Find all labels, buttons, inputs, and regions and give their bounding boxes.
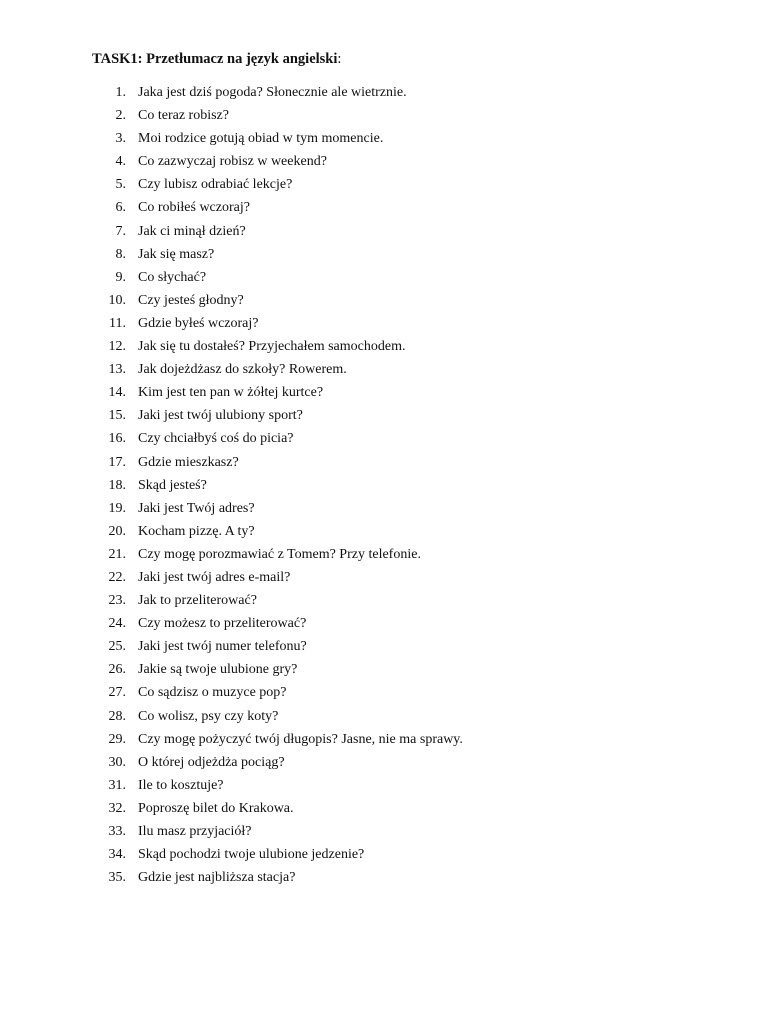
list-item-number: 6. xyxy=(115,200,126,216)
list-item-text: Jaki jest twój ulubiony sport? xyxy=(138,408,303,424)
list-item-number: 7. xyxy=(115,223,126,239)
list-item-text: Czy chciałbyś coś do picia? xyxy=(138,431,294,447)
list-item-number: 14. xyxy=(108,385,126,401)
list-item-text: Jaki jest twój numer telefonu? xyxy=(138,639,307,655)
list-item-number: 19. xyxy=(108,500,126,516)
list-item-text: Jakie są twoje ulubione gry? xyxy=(138,662,298,678)
list-item-number: 10. xyxy=(108,292,126,308)
list-item-text: Co zazwyczaj robisz w weekend? xyxy=(138,154,327,170)
list-item-text: Gdzie byłeś wczoraj? xyxy=(138,315,259,331)
list-item-text: Co wolisz, psy czy koty? xyxy=(138,708,279,724)
list-item-text: Czy możesz to przeliterować? xyxy=(138,616,307,632)
list-item-text: Czy lubisz odrabiać lekcje? xyxy=(138,177,293,193)
list-item-text: Jak się masz? xyxy=(138,246,215,262)
list-item-number: 31. xyxy=(108,777,126,793)
list-item-text: Gdzie jest najbliższa stacja? xyxy=(138,870,296,886)
list-item-number: 8. xyxy=(115,246,126,262)
list-item-text: Czy jesteś głodny? xyxy=(138,292,244,308)
list-item-number: 16. xyxy=(108,431,126,447)
list-item-number: 18. xyxy=(108,477,126,493)
list-item-number: 9. xyxy=(115,269,126,285)
list-item-number: 27. xyxy=(108,685,126,701)
list-item-text: Skąd jesteś? xyxy=(138,477,207,493)
list-item-text: Gdzie mieszkasz? xyxy=(138,454,239,470)
list-item-text: O której odjeżdża pociąg? xyxy=(138,754,285,770)
list-item-number: 28. xyxy=(108,708,126,724)
list-item-text: Czy mogę pożyczyć twój długopis? Jasne, nie ma sprawy. xyxy=(138,731,463,747)
list-item-text: Co robiłeś wczoraj? xyxy=(138,200,250,216)
list-item-number: 33. xyxy=(108,824,126,839)
list-item-number: 34. xyxy=(108,847,126,863)
list-item-text: Co sądzisz o muzyce pop? xyxy=(138,685,287,701)
list-item-text: Poproszę bilet do Krakowa. xyxy=(138,800,294,816)
list-item-number: 1. xyxy=(115,85,126,100)
list-item-number: 2. xyxy=(115,108,126,124)
list-item-text: Jaki jest twój adres e-mail? xyxy=(138,569,291,585)
list-item-number: 13. xyxy=(108,362,126,378)
list-item-number: 11. xyxy=(109,315,126,331)
list-item-text: Czy mogę porozmawiać z Tomem? Przy telefonie. xyxy=(138,546,421,562)
list-item-text: Jak się tu dostałeś? Przyjechałem samochodem. xyxy=(138,339,406,355)
list-item-text: Kocham pizzę. A ty? xyxy=(138,523,255,539)
list-item-number: 25. xyxy=(108,639,126,655)
list-item-text: Ile to kosztuje? xyxy=(138,777,224,793)
list-item-number: 17. xyxy=(108,454,126,470)
list-item-text: Moi rodzice gotują obiad w tym momencie. xyxy=(138,131,384,147)
list-item-number: 23. xyxy=(108,593,126,609)
list-item-text: Jaka jest dziś pogoda? Słonecznie ale wietrznie. xyxy=(138,85,407,100)
list-item-number: 15. xyxy=(108,408,126,424)
list-item-number: 35. xyxy=(108,870,126,886)
list-item-text: Jak to przeliterować? xyxy=(138,593,257,609)
list-item-text: Ilu masz przyjaciół? xyxy=(138,824,252,839)
list-item-number: 32. xyxy=(108,800,126,816)
list-item-text: Co słychać? xyxy=(138,269,207,285)
list-item-number: 26. xyxy=(108,662,126,678)
list-item-number: 12. xyxy=(108,339,126,355)
list-item-text: Skąd pochodzi twoje ulubione jedzenie? xyxy=(138,847,365,863)
list-item-number: 3. xyxy=(115,131,126,147)
task-heading-colon: : xyxy=(337,51,342,67)
list-item-number: 20. xyxy=(108,523,126,539)
list-item-text: Jak ci minął dzień? xyxy=(138,223,246,239)
list-item-number: 22. xyxy=(108,569,126,585)
list-item-text: Co teraz robisz? xyxy=(138,108,229,124)
list-item-text: Kim jest ten pan w żółtej kurtce? xyxy=(138,385,324,401)
list-item-text: Jaki jest Twój adres? xyxy=(138,500,255,516)
list-item-number: 5. xyxy=(115,177,126,193)
list-item-number: 29. xyxy=(108,731,126,747)
list-item-number: 24. xyxy=(108,616,126,632)
list-item-text: Jak dojeżdżasz do szkoły? Rowerem. xyxy=(138,362,347,378)
list-item-number: 21. xyxy=(108,546,126,562)
list-item-number: 4. xyxy=(115,154,126,170)
task-heading xyxy=(92,49,341,69)
task-heading-label: TASK1: Przetłumacz na język angielski xyxy=(92,51,338,67)
list-item-number: 30. xyxy=(108,754,126,770)
